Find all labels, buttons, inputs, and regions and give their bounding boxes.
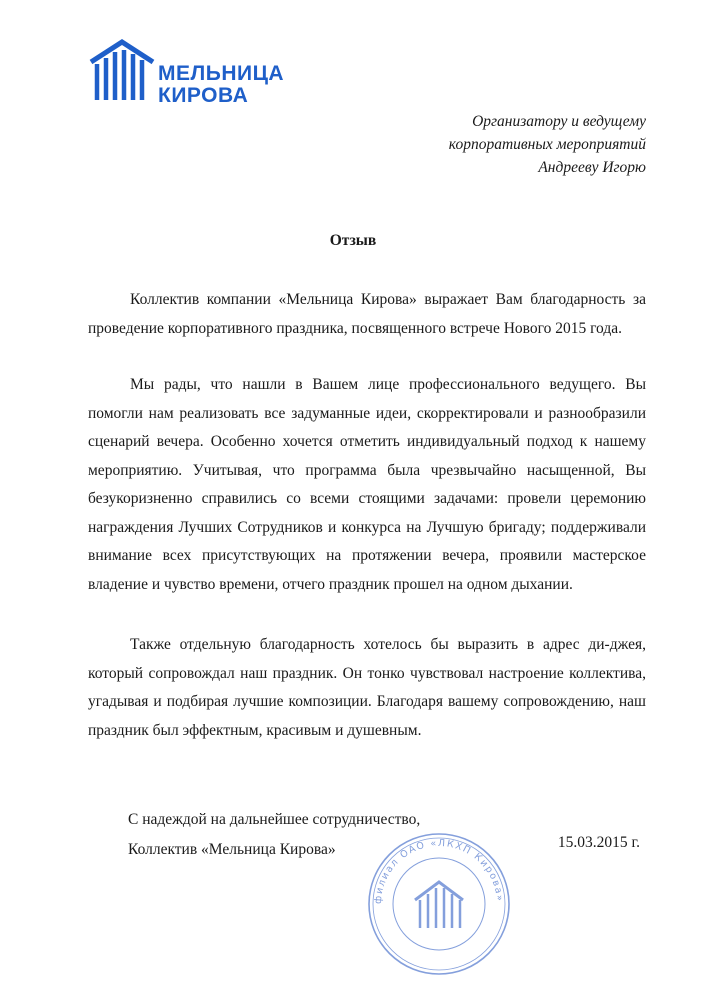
paragraph-1-block: [88, 286, 646, 351]
stamp-ring-text: филиал ОАО «ЛКХП Кирова»: [372, 837, 506, 905]
recipient-block: [449, 110, 646, 179]
logo-wordmark: [158, 63, 284, 107]
paragraph-3: Также отдельную благодарность хотелось бы выразить в адрес ди-джея, который сопровождал наш праздник. Он тонко чувствовал настроение коллектива, угадывая и подбирая лучшие композиции. Благодаря вашему сопровождению, наш праздник был эффектным, красивым и душевным.: [88, 636, 646, 739]
document-title: Отзыв: [329, 232, 377, 249]
stamp-seal-icon: [365, 830, 513, 978]
paragraph-2: Мы рады, что нашли в Вашем лице профессионального ведущего. Вы помогли нам реализовать все задуманные идеи, скорректировали и разнообразили сценарий вечера. Особенно хочется отметить индивидуальный подход к нашему мероприятию. Учитывая, что программа была чрезвычайно насыщенной, Вы безукоризненно справились со всеми стоящими задачами: провели церемонию награждения Лучших Сотрудников и конкурса на Лучшую бригаду; поддерживали внимание всех присутствующих на протяжении вечера, проявили мастерское владение и чувство времени, отчего праздник прошел на одном дыхании.: [88, 376, 646, 593]
logo-line-1: МЕЛЬНИЦА: [158, 62, 285, 85]
company-stamp: [365, 830, 513, 978]
closing-line-2: Коллектив «Мельница Кирова»: [128, 841, 336, 858]
paragraph-3-block: [88, 631, 646, 753]
closing-line-1: С надеждой на дальнейшее сотрудничество,: [128, 811, 421, 828]
paragraph-1: Коллектив компании «Мельница Кирова» выражает Вам благодарность за проведение корпоративного праздника, посвященного встрече Нового 2015 года.: [88, 291, 646, 337]
company-logo: [88, 38, 298, 108]
paragraph-2-block: [88, 371, 646, 607]
document-date: 15.03.2015 г.: [557, 834, 640, 851]
recipient-line-1: Организатору и ведущему: [472, 113, 646, 130]
recipient-line-2: корпоративных мероприятий: [448, 136, 646, 153]
logo-line-2: КИРОВА: [158, 84, 249, 107]
svg-text:филиал ОАО «ЛКХП Кирова»: [373, 838, 505, 904]
mill-logo-icon: [88, 38, 156, 104]
recipient-line-3: Андрееву Игорю: [538, 159, 646, 176]
